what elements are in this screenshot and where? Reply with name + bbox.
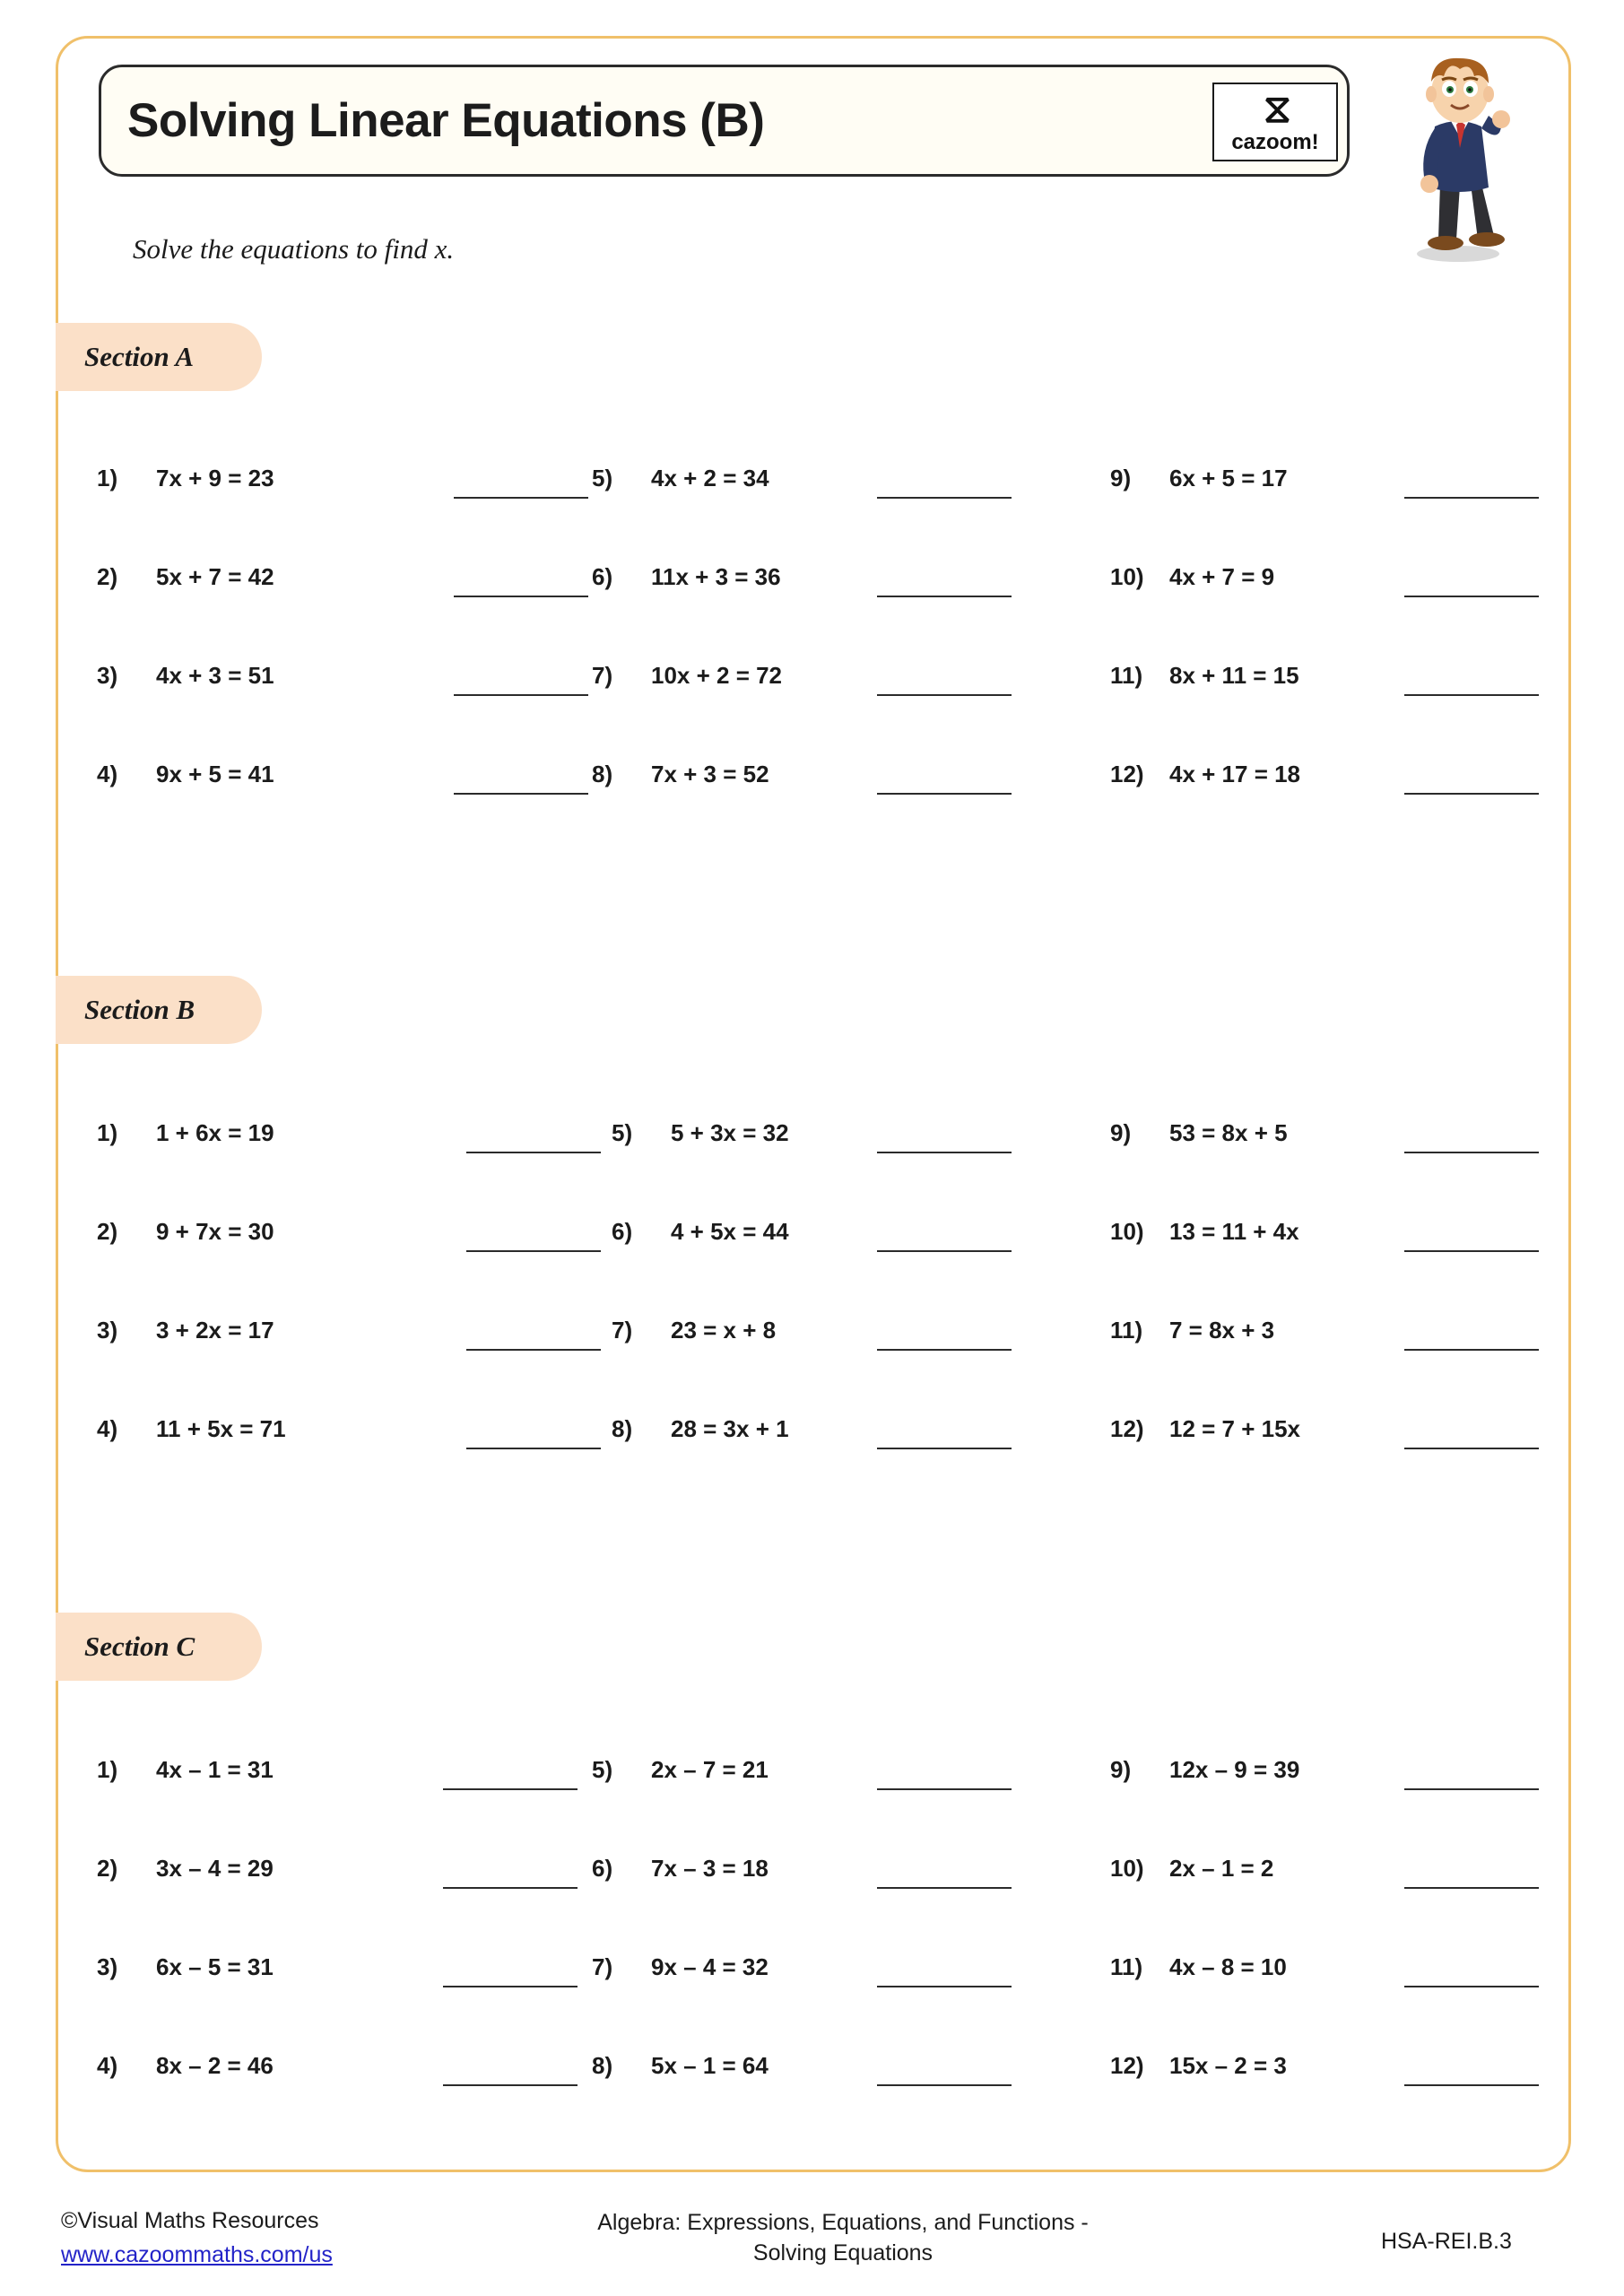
question-equation: 4x – 8 = 10 — [1169, 1953, 1287, 1980]
answer-line[interactable] — [1404, 1986, 1539, 1987]
question-equation: 7x + 9 = 23 — [156, 465, 274, 491]
answer-line[interactable] — [466, 1349, 601, 1351]
section-b-label: Section B — [84, 994, 195, 1025]
answer-line[interactable] — [1404, 694, 1539, 696]
question-equation: 9x + 5 = 41 — [156, 761, 274, 787]
answer-line[interactable] — [1404, 1349, 1539, 1351]
footer-website-link[interactable]: www.cazoommaths.com/us — [61, 2242, 333, 2267]
answer-line[interactable] — [1404, 793, 1539, 795]
question-equation: 10x + 2 = 72 — [651, 662, 783, 689]
question-number: 12) — [1110, 761, 1144, 787]
answer-line[interactable] — [877, 793, 1012, 795]
question-number: 10) — [1110, 563, 1144, 590]
question-equation: 7x – 3 = 18 — [651, 1855, 769, 1882]
question-equation: 3x – 4 = 29 — [156, 1855, 274, 1882]
question-number: 10) — [1110, 1855, 1144, 1882]
answer-line[interactable] — [443, 2084, 578, 2086]
footer-standard-code: HSA-REI.B.3 — [1381, 2229, 1512, 2254]
answer-line[interactable] — [443, 1887, 578, 1889]
question-number: 8) — [612, 1415, 633, 1442]
question-number: 11) — [1110, 1953, 1143, 1980]
question-equation: 9x – 4 = 32 — [651, 1953, 769, 1980]
question-number: 1) — [97, 1756, 118, 1783]
answer-line[interactable] — [1404, 1250, 1539, 1252]
question-equation: 12x – 9 = 39 — [1169, 1756, 1300, 1783]
answer-line[interactable] — [1404, 2084, 1539, 2086]
question-equation: 1 + 6x = 19 — [156, 1119, 274, 1146]
question-number: 3) — [97, 662, 118, 689]
question-equation: 7 = 8x + 3 — [1169, 1317, 1275, 1344]
question-equation: 5x + 7 = 42 — [156, 563, 274, 590]
answer-line[interactable] — [454, 596, 588, 597]
question-number: 4) — [97, 761, 118, 787]
question-number: 5) — [612, 1119, 633, 1146]
question-equation: 13 = 11 + 4x — [1169, 1218, 1299, 1245]
question-number: 9) — [1110, 1756, 1132, 1783]
answer-line[interactable] — [1404, 1887, 1539, 1889]
question-number: 12) — [1110, 2052, 1144, 2079]
answer-line[interactable] — [877, 1788, 1012, 1790]
answer-line[interactable] — [1404, 497, 1539, 499]
question-equation: 11 + 5x = 71 — [156, 1415, 286, 1442]
question-equation: 4x – 1 = 31 — [156, 1756, 274, 1783]
question-equation: 6x – 5 = 31 — [156, 1953, 274, 1980]
question-number: 11) — [1110, 662, 1143, 689]
answer-line[interactable] — [454, 793, 588, 795]
question-equation: 28 = 3x + 1 — [671, 1415, 789, 1442]
question-equation: 4x + 7 = 9 — [1169, 563, 1275, 590]
question-equation: 7x + 3 = 52 — [651, 761, 769, 787]
instructions-text: Solve the equations to find x. — [133, 233, 455, 265]
answer-line[interactable] — [454, 497, 588, 499]
answer-line[interactable] — [877, 694, 1012, 696]
question-number: 4) — [97, 2052, 118, 2079]
hourglass-icon: ⧖ — [1264, 87, 1291, 131]
answer-line[interactable] — [877, 596, 1012, 597]
question-equation: 4x + 3 = 51 — [156, 662, 274, 689]
question-number: 7) — [592, 662, 613, 689]
question-number: 1) — [97, 465, 118, 491]
question-number: 3) — [97, 1953, 118, 1980]
question-equation: 9 + 7x = 30 — [156, 1218, 274, 1245]
question-number: 2) — [97, 1218, 118, 1245]
sheet-border — [56, 36, 1571, 2172]
section-c-label: Section C — [84, 1631, 195, 1662]
section-a-label: Section A — [84, 341, 195, 372]
question-equation: 12 = 7 + 15x — [1169, 1415, 1301, 1442]
question-number: 6) — [592, 1855, 613, 1882]
question-number: 9) — [1110, 465, 1132, 491]
question-equation: 8x – 2 = 46 — [156, 2052, 274, 2079]
question-number: 5) — [592, 465, 613, 491]
question-equation: 5x – 1 = 64 — [651, 2052, 769, 2079]
question-number: 9) — [1110, 1119, 1132, 1146]
question-number: 8) — [592, 761, 613, 787]
question-equation: 23 = x + 8 — [671, 1317, 777, 1344]
question-number: 7) — [592, 1953, 613, 1980]
question-number: 7) — [612, 1317, 633, 1344]
question-number: 5) — [592, 1756, 613, 1783]
section-header-a — [56, 323, 262, 391]
question-equation: 8x + 11 = 15 — [1169, 662, 1299, 689]
question-equation: 4 + 5x = 44 — [671, 1218, 789, 1245]
answer-line[interactable] — [1404, 1448, 1539, 1449]
question-equation: 15x – 2 = 3 — [1169, 2052, 1287, 2079]
question-number: 3) — [97, 1317, 118, 1344]
logo-wordmark: cazoom! — [1231, 130, 1319, 154]
question-number: 2) — [97, 1855, 118, 1882]
question-number: 2) — [97, 563, 118, 590]
student-mascot-illustration — [1388, 49, 1532, 265]
answer-line[interactable] — [466, 1152, 601, 1153]
section-header-b — [56, 976, 262, 1044]
answer-line[interactable] — [466, 1448, 601, 1449]
answer-line[interactable] — [877, 1887, 1012, 1889]
answer-line[interactable] — [454, 694, 588, 696]
answer-line[interactable] — [877, 1152, 1012, 1153]
question-number: 10) — [1110, 1218, 1144, 1245]
question-equation: 2x – 1 = 2 — [1169, 1855, 1274, 1882]
answer-line[interactable] — [877, 497, 1012, 499]
answer-line[interactable] — [877, 2084, 1012, 2086]
footer-copyright: ©Visual Maths Resources — [61, 2208, 319, 2233]
question-number: 6) — [592, 563, 613, 590]
question-number: 1) — [97, 1119, 118, 1146]
answer-line[interactable] — [877, 1250, 1012, 1252]
page-title: Solving Linear Equations (B) — [127, 94, 765, 147]
question-equation: 5 + 3x = 32 — [671, 1119, 789, 1146]
question-equation: 3 + 2x = 17 — [156, 1317, 274, 1344]
question-equation: 53 = 8x + 5 — [1169, 1119, 1288, 1146]
question-equation: 4x + 17 = 18 — [1169, 761, 1301, 787]
question-equation: 11x + 3 = 36 — [651, 563, 781, 590]
answer-line[interactable] — [443, 1986, 578, 1987]
question-number: 11) — [1110, 1317, 1143, 1344]
section-header-c — [56, 1613, 262, 1681]
answer-line[interactable] — [443, 1788, 578, 1790]
question-equation: 6x + 5 = 17 — [1169, 465, 1288, 491]
question-number: 8) — [592, 2052, 613, 2079]
question-equation: 2x – 7 = 21 — [651, 1756, 769, 1783]
footer-topic: Algebra: Expressions, Equations, and Functions - Solving Equations — [597, 2210, 1089, 2266]
question-equation: 4x + 2 = 34 — [651, 465, 769, 491]
cazoom-logo — [1212, 83, 1338, 161]
answer-line[interactable] — [877, 1448, 1012, 1449]
answer-line[interactable] — [466, 1250, 601, 1252]
answer-line[interactable] — [877, 1986, 1012, 1987]
question-number: 6) — [612, 1218, 633, 1245]
question-number: 4) — [97, 1415, 118, 1442]
answer-line[interactable] — [1404, 1152, 1539, 1153]
answer-line[interactable] — [1404, 1788, 1539, 1790]
question-number: 12) — [1110, 1415, 1144, 1442]
answer-line[interactable] — [877, 1349, 1012, 1351]
answer-line[interactable] — [1404, 596, 1539, 597]
